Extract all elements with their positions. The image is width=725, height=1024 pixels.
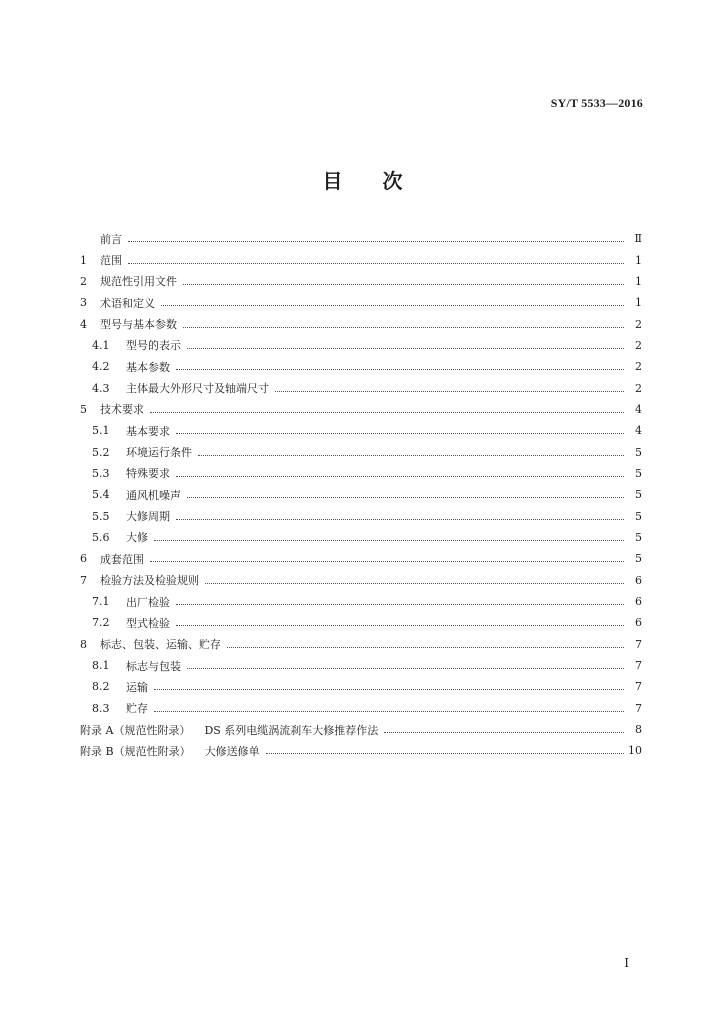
toc-entry[interactable] — [80, 228, 642, 249]
toc-entry-page: 2 — [635, 317, 642, 331]
toc-entry[interactable] — [80, 505, 642, 526]
toc-entry[interactable] — [80, 698, 642, 719]
toc-entry-page: Ⅱ — [634, 232, 642, 246]
toc-entry-page: 6 — [635, 616, 642, 630]
toc-entry-page: 7 — [635, 637, 642, 651]
toc-entry[interactable] — [80, 676, 642, 697]
toc-entry-title: 成套范围 — [100, 552, 144, 566]
toc-entry[interactable] — [80, 527, 642, 548]
toc-entry-page: 2 — [635, 360, 642, 374]
toc-entry-page: 5 — [635, 509, 642, 523]
toc-entry-page: 7 — [635, 680, 642, 694]
toc-entry-number: 附录 B（规范性附录） — [80, 744, 191, 758]
toc-entry-title: 规范性引用文件 — [100, 275, 177, 289]
dot-leader — [128, 263, 624, 264]
toc-entry-title: 标志、包装、运输、贮存 — [100, 638, 221, 652]
toc-entry-number: 3 — [80, 296, 87, 310]
toc-entry-number: 4.2 — [92, 360, 110, 374]
toc-entry-page: 2 — [635, 381, 642, 395]
dot-leader — [176, 604, 624, 605]
toc-entry[interactable] — [80, 463, 642, 484]
toc-entry-title: 术语和定义 — [100, 296, 155, 310]
toc-entry-page: 1 — [635, 274, 642, 288]
toc-entry-title: 范围 — [100, 254, 122, 268]
toc-entry-title: 贮存 — [126, 702, 148, 716]
toc-entry-number: 8.1 — [92, 659, 110, 673]
toc-entry-page: 7 — [635, 701, 642, 715]
dot-leader — [227, 647, 624, 648]
dot-leader — [187, 497, 624, 498]
toc-entry[interactable] — [80, 719, 642, 740]
toc-entry-title: 型号与基本参数 — [100, 318, 177, 332]
toc-entry-number: 5.3 — [92, 466, 110, 480]
toc-entry[interactable] — [80, 484, 642, 505]
dot-leader — [183, 284, 624, 285]
dot-leader — [198, 455, 624, 456]
toc-entry-page: 5 — [635, 488, 642, 502]
toc-entry-page: 5 — [635, 530, 642, 544]
toc-entry-title: 型式检验 — [126, 616, 170, 630]
toc-entry-page: 5 — [635, 552, 642, 566]
toc-entry-page: 4 — [635, 424, 642, 438]
toc-entry-title: DS 系列电缆涡流刹车大修推荐作法 — [204, 723, 379, 737]
dot-leader — [205, 583, 624, 584]
toc-entry[interactable] — [80, 356, 642, 377]
toc-entry[interactable] — [80, 271, 642, 292]
toc-entry-page: 5 — [635, 466, 642, 480]
toc-title-char-2: 次 — [382, 169, 403, 193]
toc-entry-title: 主体最大外形尺寸及轴端尺寸 — [126, 382, 269, 396]
toc-entry[interactable] — [80, 612, 642, 633]
toc-entry-page: 1 — [635, 296, 642, 310]
page-number: I — [624, 956, 629, 970]
toc-entry[interactable] — [80, 655, 642, 676]
dot-leader — [176, 433, 624, 434]
toc-entry-number: 7.1 — [92, 595, 110, 609]
dot-leader — [176, 476, 624, 477]
table-of-contents — [80, 228, 642, 762]
toc-entry-title: 运输 — [126, 680, 148, 694]
toc-title — [0, 165, 725, 194]
toc-entry-page: 10 — [628, 744, 642, 758]
standard-code: SY/T 5533—2016 — [550, 96, 643, 110]
toc-entry-title: 标志与包装 — [126, 659, 181, 673]
toc-entry-number: 1 — [80, 253, 87, 267]
toc-entry[interactable] — [80, 441, 642, 462]
toc-entry-page: 7 — [635, 659, 642, 673]
dot-leader — [187, 668, 624, 669]
toc-entry-page: 4 — [635, 402, 642, 416]
toc-entry-number: 4.3 — [92, 381, 110, 395]
toc-entry-page: 6 — [635, 595, 642, 609]
toc-entry[interactable] — [80, 249, 642, 270]
toc-entry-title: 大修送修单 — [204, 744, 260, 758]
toc-entry-title: 检验方法及检验规则 — [100, 574, 199, 588]
dot-leader — [176, 625, 624, 626]
dot-leader — [161, 305, 624, 306]
toc-entry[interactable] — [80, 591, 642, 612]
toc-entry-number: 7.2 — [92, 616, 110, 630]
toc-entry-number: 4.1 — [92, 338, 110, 352]
dot-leader — [183, 327, 624, 328]
dot-leader — [150, 561, 624, 562]
dot-leader — [128, 241, 624, 242]
toc-entry-number: 7 — [80, 573, 87, 587]
toc-entry-number: 5.2 — [92, 445, 110, 459]
toc-entry-title: 通风机噪声 — [126, 488, 181, 502]
dot-leader — [266, 753, 624, 754]
toc-entry-title: 基本要求 — [126, 424, 170, 438]
dot-leader — [187, 348, 624, 349]
toc-entry-number: 2 — [80, 274, 87, 288]
toc-entry-number: 6 — [80, 552, 87, 566]
toc-entry[interactable] — [80, 292, 642, 313]
toc-entry-title: 大修 — [126, 531, 148, 545]
toc-entry-number: 5.5 — [92, 509, 110, 523]
toc-entry-number: 附录 A（规范性附录） — [80, 723, 191, 737]
toc-entry-page: 2 — [635, 338, 642, 352]
dot-leader — [154, 689, 624, 690]
toc-entry-title: 环境运行条件 — [126, 446, 192, 460]
toc-entry-number: 4 — [80, 317, 87, 331]
toc-entry-title: 出厂检验 — [126, 595, 170, 609]
dot-leader — [154, 711, 624, 712]
toc-entry[interactable] — [80, 313, 642, 334]
toc-title-char-1: 目 — [322, 169, 343, 193]
toc-entry-title: 大修周期 — [126, 510, 170, 524]
toc-entry-page: 5 — [635, 445, 642, 459]
toc-entry[interactable] — [80, 335, 642, 356]
toc-entry-number: 5.1 — [92, 424, 110, 438]
toc-entry[interactable] — [80, 740, 642, 761]
dot-leader — [275, 391, 624, 392]
toc-entry-title: 基本参数 — [126, 360, 170, 374]
toc-entry-number: 5.6 — [92, 530, 110, 544]
toc-entry[interactable] — [80, 634, 642, 655]
toc-entry-title: 型号的表示 — [126, 339, 181, 353]
toc-entry-title: 前言 — [100, 232, 122, 246]
toc-entry[interactable] — [80, 377, 642, 398]
toc-entry-page: 8 — [635, 723, 642, 737]
toc-entry[interactable] — [80, 548, 642, 569]
toc-entry-page: 6 — [635, 573, 642, 587]
dot-leader — [384, 732, 624, 733]
toc-entry[interactable] — [80, 570, 642, 591]
toc-entry-page: 1 — [635, 253, 642, 267]
toc-entry-number: 5 — [80, 402, 87, 416]
toc-entry[interactable] — [80, 399, 642, 420]
toc-entry-title: 特殊要求 — [126, 467, 170, 481]
toc-entry-number: 8.2 — [92, 680, 110, 694]
toc-entry-title: 技术要求 — [100, 403, 144, 417]
dot-leader — [176, 519, 624, 520]
dot-leader — [176, 369, 624, 370]
toc-entry[interactable] — [80, 420, 642, 441]
dot-leader — [154, 540, 624, 541]
dot-leader — [150, 412, 624, 413]
toc-entry-number: 5.4 — [92, 488, 110, 502]
toc-entry-number: 8.3 — [92, 701, 110, 715]
toc-entry-number: 8 — [80, 637, 87, 651]
